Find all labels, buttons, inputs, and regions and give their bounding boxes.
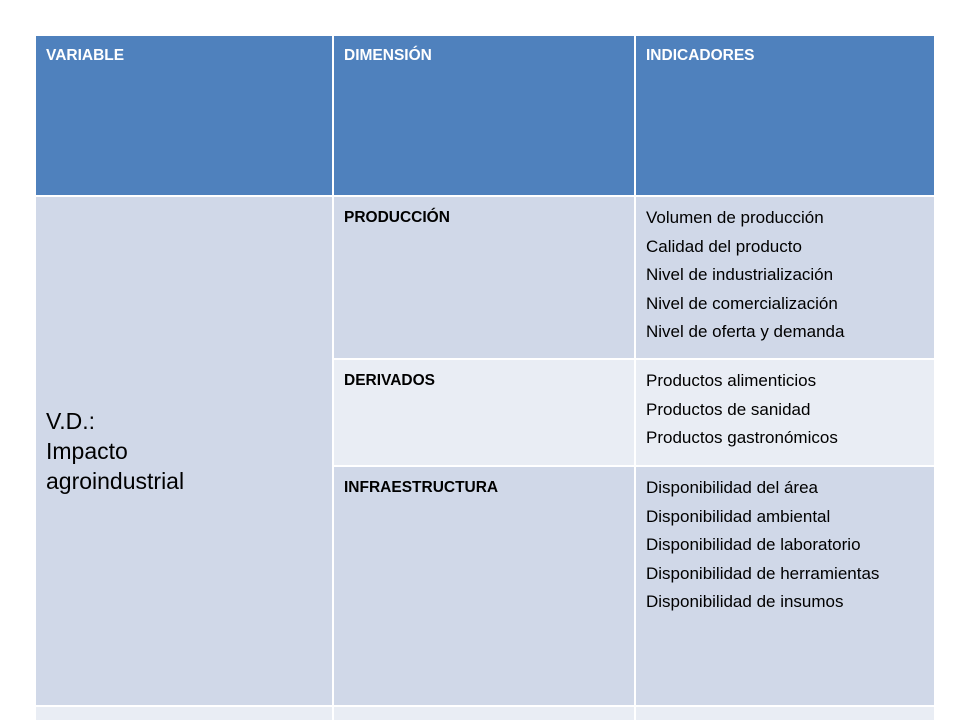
dimension-infraestructura: INFRAESTRUCTURA — [333, 466, 635, 706]
indicator-item: Nivel de oferta y demanda — [646, 322, 845, 341]
table-row-partial — [35, 706, 935, 720]
operationalization-table — [34, 34, 936, 720]
header-indicators: INDICADORES — [635, 35, 935, 196]
indicator-item: Nivel de industrialización — [646, 265, 834, 284]
indicator-item: Productos gastronómicos — [646, 428, 838, 447]
indicators-derivados — [635, 359, 935, 466]
header-row — [35, 35, 935, 196]
indicators-produccion — [635, 196, 935, 359]
indicators-infraestructura — [635, 466, 935, 706]
indicator-item: Nivel de comercialización — [646, 293, 838, 313]
dimension-produccion: PRODUCCIÓN — [333, 196, 635, 359]
indicator-item: Volumen de producción — [646, 208, 824, 227]
indicator-item: Disponibilidad de laboratorio — [646, 535, 861, 554]
dimension-derivados: DERIVADOS — [333, 359, 635, 466]
variable-cell — [35, 196, 333, 706]
indicator-item: Calidad del producto — [646, 236, 802, 256]
indicator-item: Disponibilidad del área — [646, 478, 819, 497]
empty-cell — [35, 706, 333, 720]
indicator-item: Disponibilidad de insumos — [646, 592, 844, 611]
table-row — [35, 196, 935, 359]
indicator-item: Disponibilidad de herramientas — [646, 563, 880, 583]
empty-cell — [635, 706, 935, 720]
indicator-item: Disponibilidad ambiental — [646, 506, 831, 526]
variable-text: V.D.: Impacto agroindustrial — [46, 408, 185, 494]
header-dimension: DIMENSIÓN — [333, 35, 635, 196]
indicator-item: Productos de sanidad — [646, 399, 811, 419]
indicator-item: Productos alimenticios — [646, 371, 817, 390]
header-variable: VARIABLE — [35, 35, 333, 196]
empty-cell — [333, 706, 635, 720]
